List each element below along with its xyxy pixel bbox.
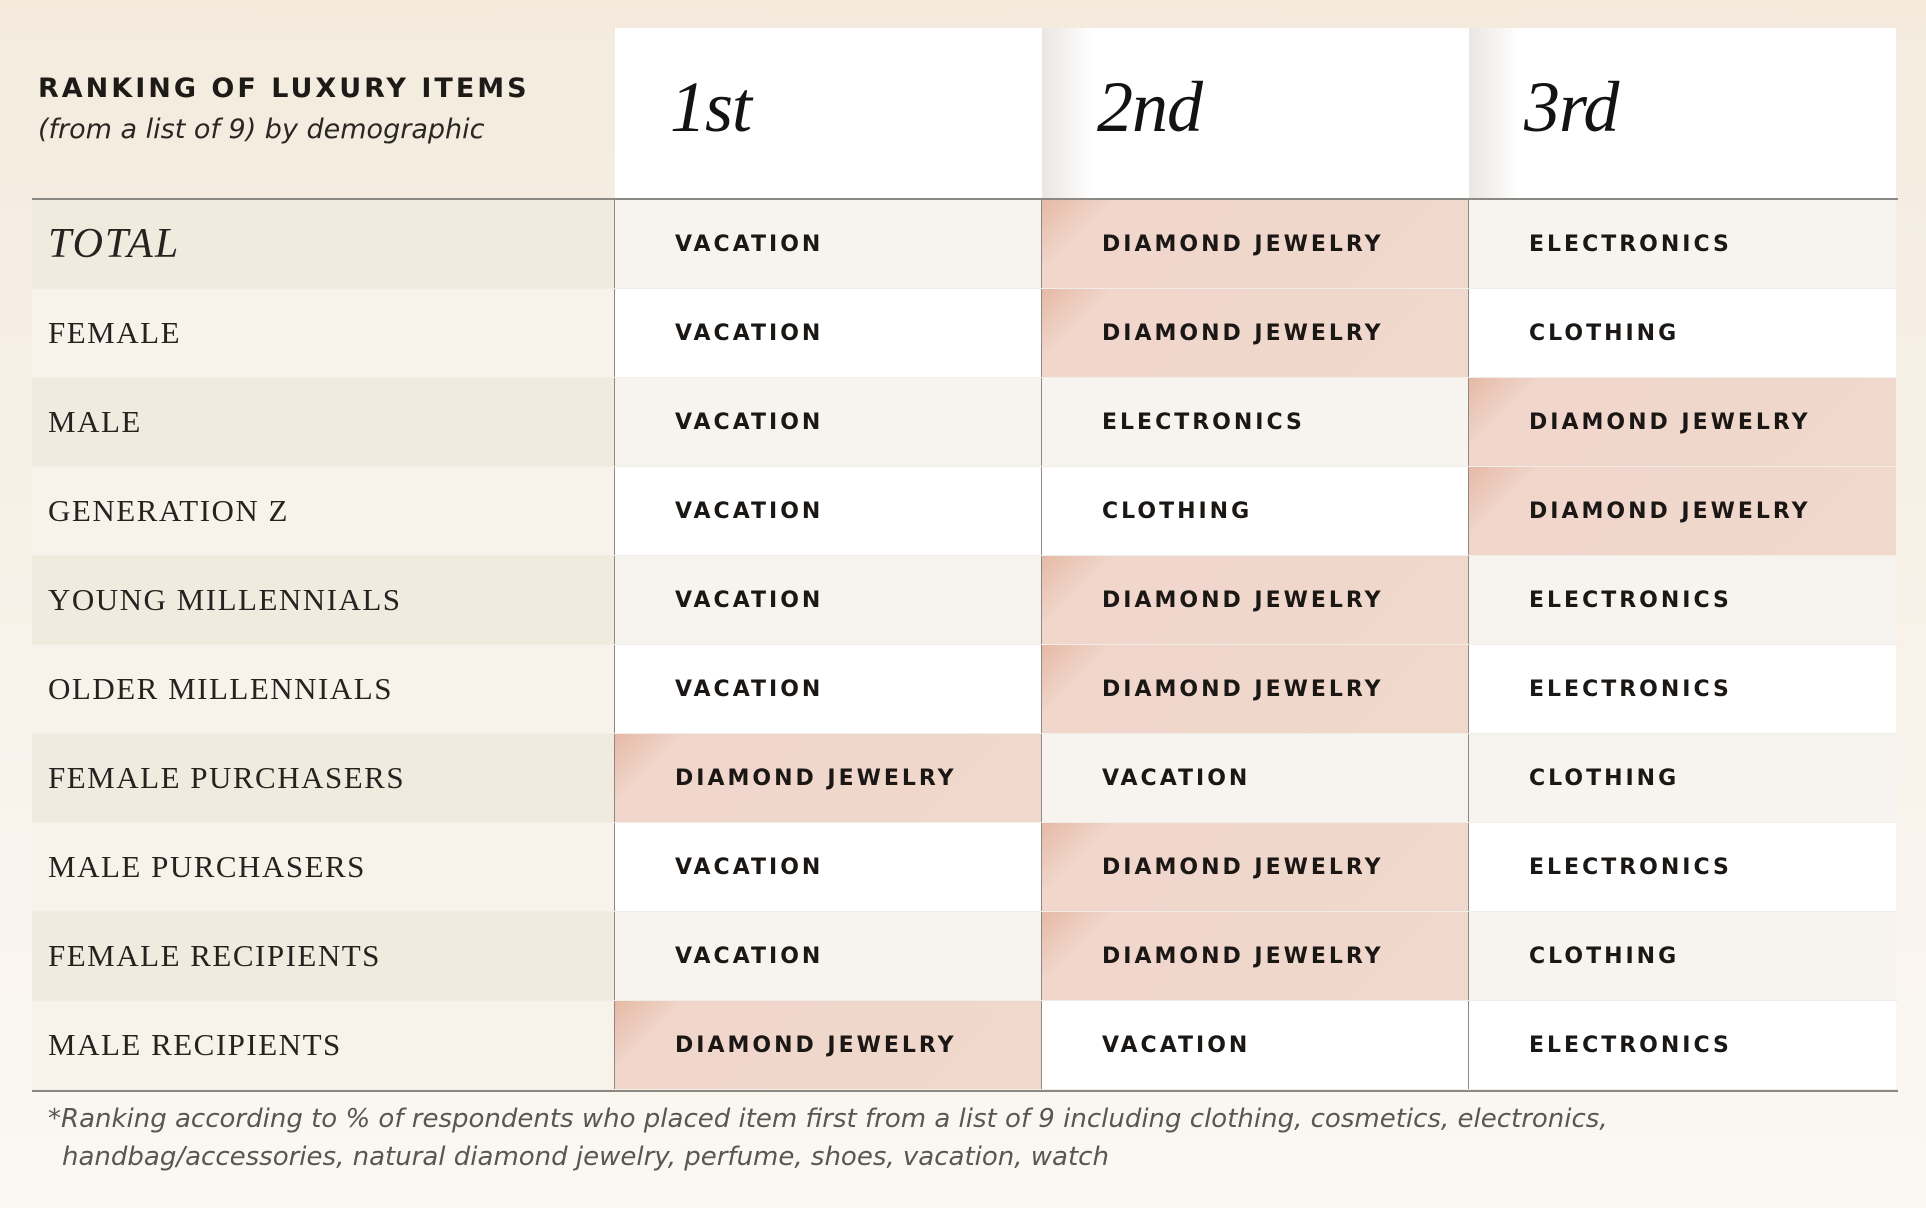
ranking-table [32, 28, 1898, 1092]
rank-cell-2: DIAMOND JEWELRY [1042, 556, 1469, 644]
rank-cell-1: VACATION [615, 200, 1042, 288]
row-label: GENERATION Z [32, 467, 615, 555]
table-row [32, 645, 1898, 734]
column-header-3rd [1469, 28, 1896, 198]
rank-cell-2: ELECTRONICS [1042, 378, 1469, 466]
rank-cell-1: DIAMOND JEWELRY [615, 734, 1042, 822]
rank-cell-2: DIAMOND JEWELRY [1042, 289, 1469, 377]
rank-cell-3: CLOTHING [1469, 289, 1896, 377]
footnote-line-2: handbag/accessories, natural diamond jewelry, perfume, shoes, vacation, watch [62, 1142, 1109, 1172]
rank-cell-1: VACATION [615, 467, 1042, 555]
rank-cell-3: ELECTRONICS [1469, 645, 1896, 733]
table-header [32, 28, 1898, 200]
footnote-line-1: *Ranking according to % of respondents who placed item first from a list of 9 including clothing, cosmetics, electronics, [48, 1104, 1608, 1134]
row-label: MALE PURCHASERS [32, 823, 615, 911]
rank-cell-2: DIAMOND JEWELRY [1042, 912, 1469, 1000]
table-row [32, 1001, 1898, 1090]
table-row [32, 823, 1898, 912]
table-row [32, 378, 1898, 467]
column-header-label: 1st [670, 67, 752, 147]
rank-cell-1: VACATION [615, 289, 1042, 377]
table-row [32, 467, 1898, 556]
rank-cell-3: DIAMOND JEWELRY [1469, 467, 1896, 555]
table-row [32, 734, 1898, 823]
table-title-block [32, 28, 615, 198]
rank-cell-3: ELECTRONICS [1469, 823, 1896, 911]
rank-cell-3: ELECTRONICS [1469, 556, 1896, 644]
table-row [32, 200, 1898, 289]
column-header-label: 3rd [1524, 67, 1619, 147]
table-body [32, 200, 1898, 1092]
rank-cell-2: DIAMOND JEWELRY [1042, 823, 1469, 911]
rank-cell-2: VACATION [1042, 734, 1469, 822]
rank-cell-3: ELECTRONICS [1469, 1001, 1896, 1089]
rank-cell-3: CLOTHING [1469, 912, 1896, 1000]
rank-cell-1: VACATION [615, 912, 1042, 1000]
row-label: TOTAL [32, 200, 615, 288]
rank-cell-2: DIAMOND JEWELRY [1042, 645, 1469, 733]
row-label: FEMALE PURCHASERS [32, 734, 615, 822]
row-label: MALE RECIPIENTS [32, 1001, 615, 1089]
table-row [32, 289, 1898, 378]
rank-cell-1: VACATION [615, 645, 1042, 733]
rank-cell-2: DIAMOND JEWELRY [1042, 200, 1469, 288]
row-label: OLDER MILLENNIALS [32, 645, 615, 733]
rank-cell-2: CLOTHING [1042, 467, 1469, 555]
rank-cell-1: DIAMOND JEWELRY [615, 1001, 1042, 1089]
row-label: FEMALE [32, 289, 615, 377]
rank-cell-2: VACATION [1042, 1001, 1469, 1089]
table-title: RANKING OF LUXURY ITEMS [38, 73, 530, 104]
row-label: MALE [32, 378, 615, 466]
rank-cell-1: VACATION [615, 556, 1042, 644]
table-subtitle: (from a list of 9) by demographic [38, 114, 485, 145]
rank-cell-1: VACATION [615, 823, 1042, 911]
row-label: YOUNG MILLENNIALS [32, 556, 615, 644]
rank-cell-3: ELECTRONICS [1469, 200, 1896, 288]
column-header-1st [615, 28, 1042, 198]
rank-cell-3: DIAMOND JEWELRY [1469, 378, 1896, 466]
rank-cell-3: CLOTHING [1469, 734, 1896, 822]
row-label: FEMALE RECIPIENTS [32, 912, 615, 1000]
footnote [48, 1100, 1848, 1176]
table-row [32, 556, 1898, 645]
column-header-label: 2nd [1097, 67, 1202, 147]
table-row [32, 912, 1898, 1001]
rank-cell-1: VACATION [615, 378, 1042, 466]
column-header-2nd [1042, 28, 1469, 198]
